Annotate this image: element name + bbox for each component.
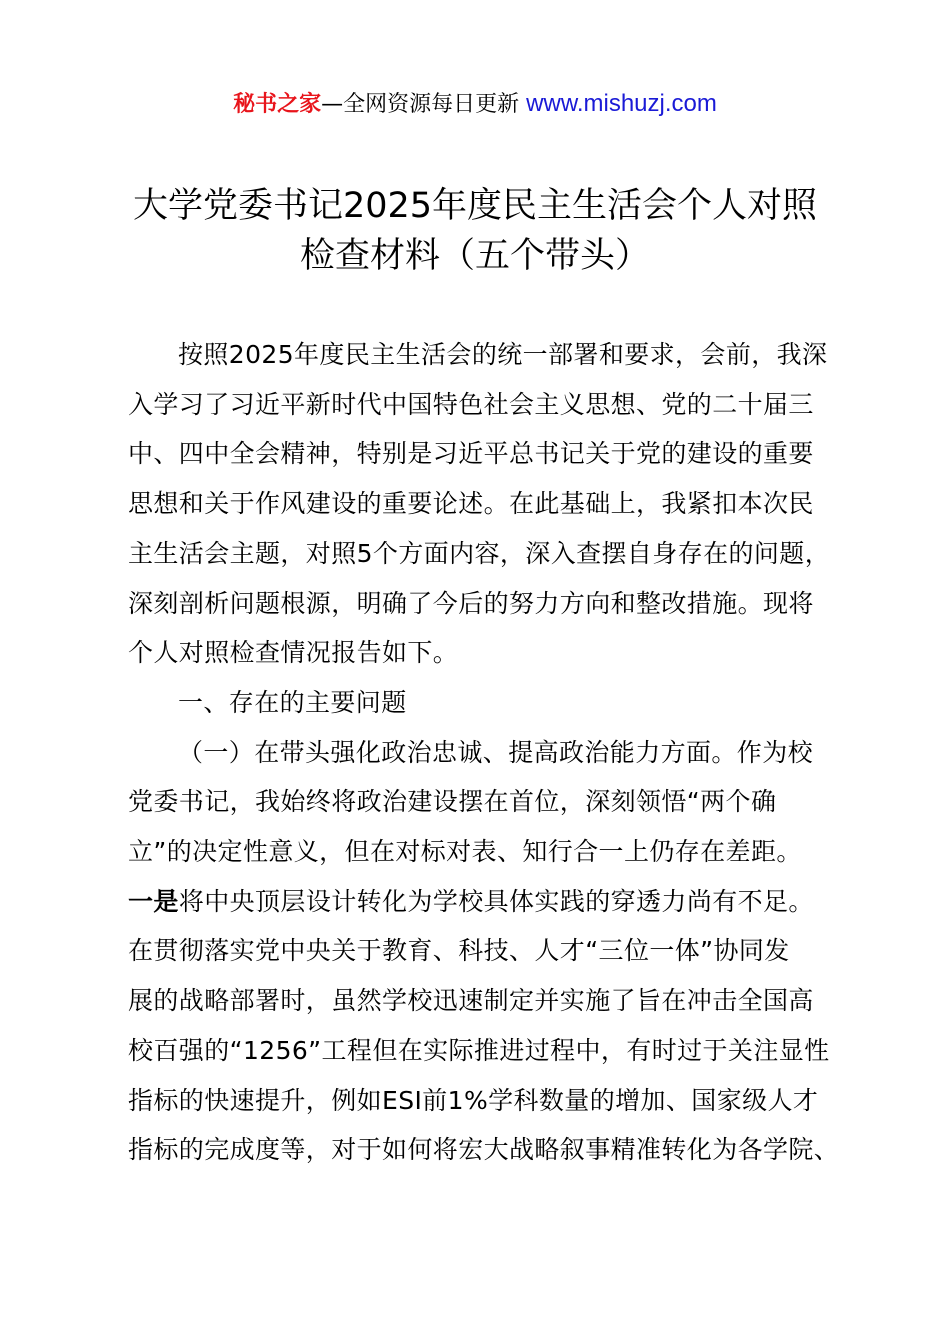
body-text: 在贯彻落实党中央关于教育、科技、人才“三位一体”协同发 — [128, 936, 790, 966]
body-text-line — [128, 1132, 839, 1168]
body-text: 党委书记，我始终将政治建设摆在首位，深刻领悟“两个确 — [128, 787, 777, 817]
document-title-line-2: 检查材料（五个带头） — [299, 236, 650, 276]
body-text-line — [128, 486, 814, 522]
body-text: 校百强的“1256”工程但在实际推进过程中，有时过于关注显性 — [128, 1035, 830, 1065]
body-text-line — [128, 884, 814, 920]
body-text: 深刻剖析问题根源，明确了今后的努力方向和整改措施。现将 — [128, 588, 814, 618]
body-text: 将中央顶层设计转化为学校具体实践的穿透力尚有不足。 — [178, 886, 814, 916]
body-text-line — [128, 933, 790, 969]
site-banner — [0, 88, 950, 121]
body-text: 入学习了习近平新时代中国特色社会主义思想、党的二十届三 — [128, 389, 814, 419]
body-text-line — [128, 784, 776, 820]
body-text-line — [128, 635, 458, 671]
document-title-line-1: 大学党委书记2025年度民主生活会个人对照 — [132, 186, 818, 226]
body-text-line — [128, 983, 814, 1019]
body-text-line — [178, 735, 813, 771]
body-text-line — [128, 586, 814, 622]
body-text: （一）在带头强化政治忠诚、提高政治能力方面。作为校 — [178, 737, 814, 767]
body-text: 个人对照检查情况报告如下。 — [128, 638, 459, 668]
site-url-link[interactable]: www.mishuzj.com — [526, 90, 717, 117]
body-text: 展的战略部署时，虽然学校迅速制定并实施了旨在冲击全国高 — [128, 986, 814, 1016]
body-text: 主生活会主题，对照5个方面内容，深入查摆自身存在的问题， — [128, 538, 831, 568]
body-text: 思想和关于作风建设的重要论述。在此基础上，我紧扣本次民 — [128, 489, 814, 519]
body-text-line — [128, 834, 802, 870]
site-tagline: —全网资源每日更新 — [321, 92, 520, 117]
body-text-line — [128, 536, 830, 572]
body-text: 中、四中全会精神，特别是习近平总书记关于党的建设的重要 — [128, 439, 814, 469]
body-text: 一、存在的主要问题 — [178, 687, 407, 717]
body-text: 指标的快速提升，例如ESI前1%学科数量的增加、国家级人才 — [128, 1085, 819, 1115]
body-text-line — [128, 1033, 830, 1069]
body-text-line — [128, 436, 814, 472]
body-text: 按照2025年度民主生活会的统一部署和要求，会前，我深 — [178, 340, 828, 369]
body-text-line — [178, 337, 827, 373]
bold-lead-phrase: 一是 — [128, 886, 179, 916]
body-text: 立”的决定性意义，但在对标对表、知行合一上仍存在差距。 — [128, 837, 802, 866]
body-text-line — [128, 387, 814, 423]
body-text: 指标的完成度等，对于如何将宏大战略叙事精准转化为各学院、 — [128, 1135, 840, 1165]
body-text-line — [178, 685, 407, 721]
site-brand: 秘书之家 — [233, 92, 322, 117]
body-text-line — [128, 1083, 818, 1119]
